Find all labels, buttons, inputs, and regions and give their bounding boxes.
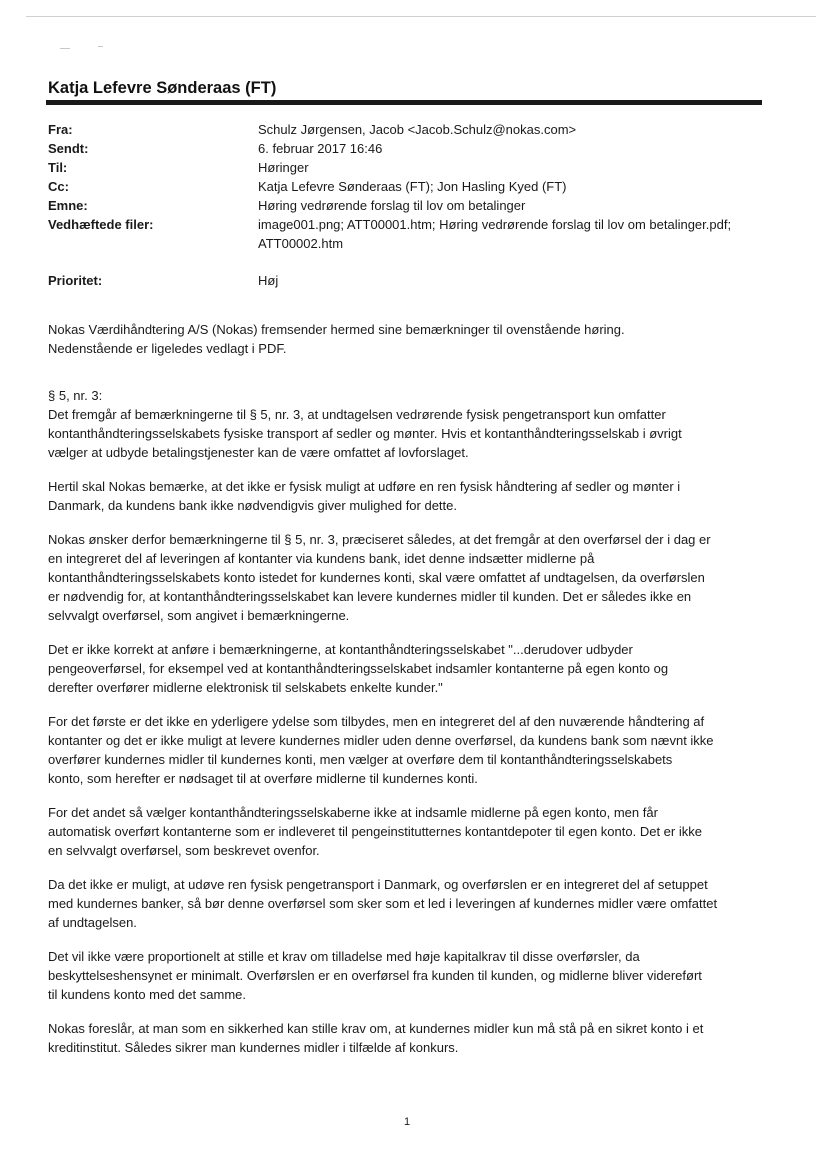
header-value-from: Schulz Jørgensen, Jacob <Jacob.Schulz@nokas.com> [258,122,577,137]
header-row-sent [48,139,778,158]
header-row-subject [48,196,778,215]
email-header [48,120,778,290]
scan-speck [60,48,70,49]
body-paragraph: For det første er det ikke en yderligere ydelse som tilbydes, men en integreret del af den nuværende håndtering af kontanter og det er ikke muligt at levere kundernes midler uden denne overførsel, da kundens bank som nævnt ikke overfører kundernes midler til kundernes konti, men vælger at overføre dem til kontanthåndteringsselskabets konto, som herefter er nødsaget til at overføre midlerne til kundernes konti. [48,714,714,786]
header-value-subject: Høring vedrørende forslag til lov om betalinger [258,198,526,213]
body-paragraph: Nokas Værdihåndtering A/S (Nokas) fremsender hermed sine bemærkninger til ovenstående høring. Nedenstående er ligeledes vedlagt i PDF. [48,322,625,356]
header-row-cc [48,177,778,196]
scan-top-rule [26,16,816,17]
email-body [48,320,783,1072]
header-label: Til: [48,160,68,175]
body-paragraph: Hertil skal Nokas bemærke, at det ikke er fysisk muligt at udføre en ren fysisk håndtering af sedler og mønter i Danmark, da kundens bank ikke nødvendigvis giver mulighed for dette. [48,479,681,513]
header-value-to: Høringer [258,160,309,175]
body-paragraph: Det vil ikke være proportionelt at stille et krav om tilladelse med høje kapitalkrav til disse overførsler, da beskyttelseshensynet er minimalt. Overførslen er en overførsel fra kunden til kunden, og midlerne bliver videreført til kundens konto med det samme. [48,949,702,1002]
header-value-sent: 6. februar 2017 16:46 [258,141,383,156]
header-label: Prioritet: [48,273,103,288]
body-paragraph: § 5, nr. 3: Det fremgår af bemærkningerne til § 5, nr. 3, at undtagelsen vedrørende fysisk pengetransport kun omfatter kontanthåndteringsselskabets fysiske transport af sedler og mønter. Hvis et kontanthåndteringsselskab i øvrigt vælger at udbyde betalingstjenester kan de være omfattet af lovforslaget. [48,388,682,460]
header-value-cc: Katja Lefevre Sønderaas (FT); Jon Hasling Kyed (FT) [258,179,567,194]
header-row-priority [48,271,778,290]
header-label: Fra: [48,122,73,137]
page-number: 1 [404,1116,411,1128]
body-paragraph: Da det ikke er muligt, at udøve ren fysisk pengetransport i Danmark, og overførslen er en integreret del af setuppet med kundernes banker, så bør denne overførsel som sker som et led i leveringen af kundernes midler være omfattet af undtagelsen. [48,877,718,930]
header-value-priority: Høj [258,273,279,288]
document-title: Katja Lefevre Sønderaas (FT) [48,79,277,97]
body-paragraph: Nokas foreslår, at man som en sikkerhed kan stille krav om, at kundernes midler kun må stå på en sikret konto i et kreditinstitut. Således sikrer man kundernes midler i tilfælde af konkurs. [48,1021,704,1055]
header-label: Cc: [48,179,69,194]
header-label: Sendt: [48,141,89,156]
header-row-to [48,158,778,177]
header-label: Emne: [48,198,88,213]
header-row-from [48,120,778,139]
header-value-attachments: image001.png; ATT00001.htm; Høring vedrørende forslag til lov om betalinger.pdf; ATT00002.htm [258,217,732,251]
header-row-attachments [48,215,778,253]
body-paragraph: Det er ikke korrekt at anføre i bemærkningerne, at kontanthåndteringsselskabet "...derudover udbyder pengeoverførsel, for eksempel ved at kontanthåndteringsselskabet indsamler kontanterne på egen konto og derefter overfører midlerne elektronisk til selskabets enkelte kunder." [48,642,669,695]
body-paragraph: Nokas ønsker derfor bemærkningerne til § 5, nr. 3, præciseret således, at det fremgår at den overførsel der i dag er en integreret del af leveringen af kontanter via kundens bank, idet denne indsætter midlerne på kontanthåndteringsselskabets konto istedet for kundernes konti, skal være omfattet af undtagelsen, da overførslen er nødvendig for, at kontanthåndteringsselskabet kan levere kundernes midler til kunden. Det er således ikke en selvvalgt overførsel, som angivet i bemærkningerne. [48,532,711,623]
body-paragraph: For det andet så vælger kontanthåndteringsselskaberne ikke at indsamle midlerne på egen konto, men får automatisk overført kontanterne som er indleveret til pengeinstitutternes kontantdepoter til egen konto. Det er ikke en selvvalgt overførsel, som beskrevet ovenfor. [48,805,702,858]
scan-speck [98,46,103,47]
header-label: Vedhæftede filer: [48,217,154,232]
title-underline [46,100,762,105]
